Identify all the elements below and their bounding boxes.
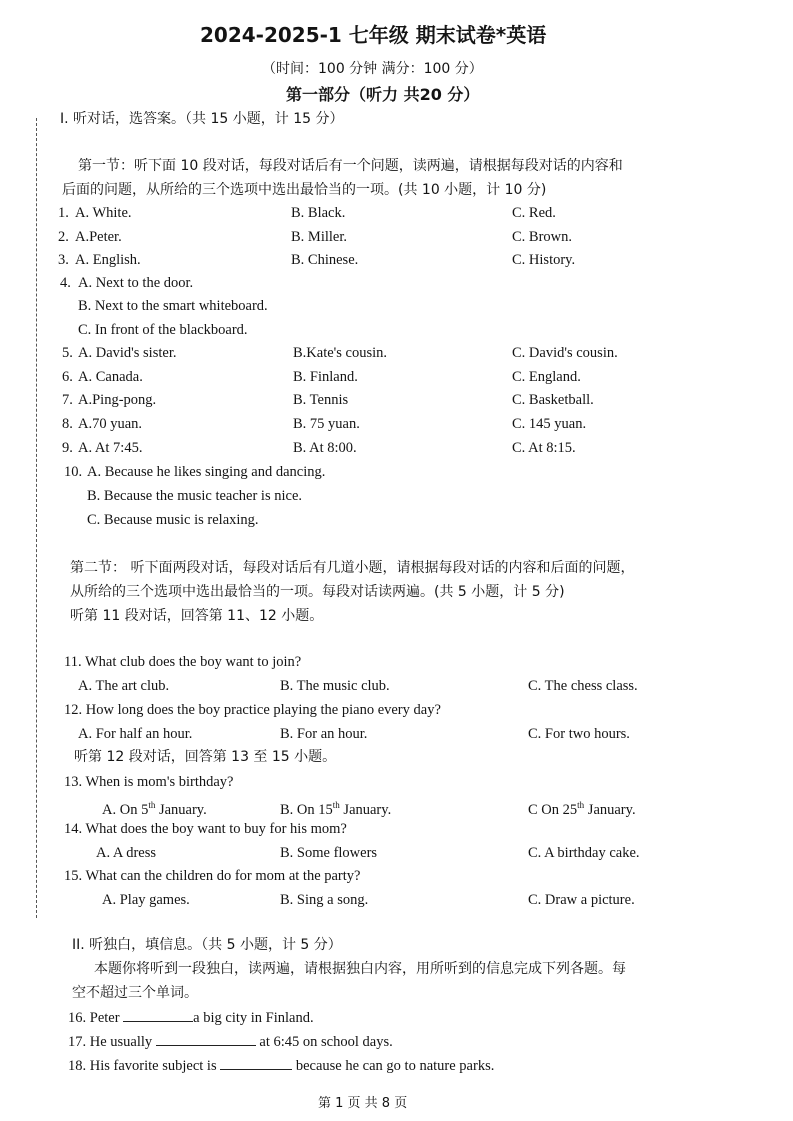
option-a-prefix: A. On 5: [102, 801, 149, 818]
option-c-prefix: C On 25: [528, 801, 578, 818]
binding-line: [36, 118, 37, 918]
option-b-suffix: January.: [339, 801, 392, 818]
option-c: C. Basketball.: [512, 392, 594, 408]
option-b: B. Next to the smart whiteboard.: [78, 298, 268, 314]
option-c: C. History.: [512, 252, 576, 268]
subsection-two-instruction: 第二节： 听下面两段对话，每段对话后有几道小题，请根据每段对话的内容和后面的问题，: [70, 560, 635, 576]
option-c: C. Draw a picture.: [528, 892, 635, 908]
option-a: A. Play games.: [102, 892, 190, 908]
option-b: B. Tennis: [293, 392, 349, 408]
option-b-prefix: B. On 15: [280, 801, 333, 818]
option-a: A. The art club.: [78, 678, 170, 694]
option-a: A. A dress: [96, 845, 157, 861]
question-number: 9.: [62, 440, 73, 456]
option-a: A. David's sister.: [78, 345, 177, 361]
part-one-heading: 第一部分（听力 共20 分）: [286, 85, 480, 104]
question-number: 3.: [58, 252, 69, 268]
section-one-heading: I. 听对话，选答案。（共 15 小题，计 15 分）: [60, 111, 344, 127]
question-17-prefix: 17. He usually: [68, 1034, 153, 1050]
question-16-suffix: a big city in Finland.: [193, 1010, 314, 1026]
option-b: B. At 8:00.: [293, 440, 357, 456]
section-two-heading: II. 听独白，填信息。（共 5 小题，计 5 分）: [72, 937, 342, 953]
exam-subtitle: （时间：100 分钟 满分：100 分）: [262, 61, 483, 77]
option-c: C. For two hours.: [528, 726, 630, 742]
option-b: B. 75 yuan.: [293, 416, 360, 432]
option-a: A. White.: [75, 205, 132, 221]
question-stem: 12. How long does the boy practice playing the piano every day?: [64, 702, 441, 718]
question-number: 5.: [62, 345, 73, 361]
page-footer: 第 1 页 共 8 页: [318, 1096, 408, 1111]
option-a: A.Peter.: [75, 229, 122, 245]
question-16-prefix: 16. Peter: [68, 1010, 120, 1026]
question-number: 10.: [64, 464, 83, 480]
question-18-prefix: 18. His favorite subject is: [68, 1058, 217, 1074]
question-17: [68, 1031, 393, 1051]
option-b: B. Sing a song.: [280, 892, 369, 908]
option-a: A.Ping-pong.: [78, 392, 157, 408]
question-stem: 15. What can the children do for mom at the party?: [64, 868, 361, 884]
answer-blank-16[interactable]: [123, 1007, 193, 1022]
option-c: C. Red.: [512, 205, 556, 221]
option-c: C. England.: [512, 369, 581, 385]
option-a: A. English.: [75, 252, 141, 268]
question-number: 8.: [62, 416, 73, 432]
option-b: B. The music club.: [280, 678, 390, 694]
option-b: B. Because the music teacher is nice.: [87, 488, 303, 504]
ordinal-suffix: th: [577, 800, 585, 810]
option-c: C. A birthday cake.: [528, 845, 640, 861]
option-b: B. For an hour.: [280, 726, 368, 742]
question-number: 1.: [58, 205, 69, 221]
option-c: C. At 8:15.: [512, 440, 576, 456]
question-number: 6.: [62, 369, 73, 385]
subsection-one-instruction: 第一节：听下面 10 段对话，每段对话后有一个问题，读两遍，请根据每段对话的内容和: [78, 158, 623, 174]
subsection-two-instruction-2: 从所给的三个选项中选出最恰当的一项。每段对话读两遍。(共 5 小题，计 5 分): [70, 584, 565, 600]
option-a: A. At 7:45.: [78, 440, 143, 456]
ordinal-suffix: th: [148, 800, 156, 810]
question-18-suffix: because he can go to nature parks.: [295, 1058, 495, 1074]
section-two-intro: 本题你将听到一段独白，读两遍，请根据独白内容，用所听到的信息完成下列各题。每: [94, 961, 626, 977]
option-a-suffix: January.: [155, 801, 207, 818]
option-c: C. Because music is relaxing.: [87, 512, 259, 528]
option-b: B. Chinese.: [291, 252, 359, 268]
answer-blank-17[interactable]: [156, 1031, 256, 1046]
dialogue-12-note: 听第 12 段对话，回答第 13 至 15 小题。: [74, 749, 337, 765]
option-c: C. David's cousin.: [512, 345, 618, 361]
question-number: 2.: [58, 229, 69, 245]
dialogue-11-note: 听第 11 段对话，回答第 11、12 小题。: [70, 608, 324, 624]
option-c: [528, 796, 636, 819]
option-a: A. Canada.: [78, 369, 143, 385]
exam-title: 2024-2025-1 七年级 期末试卷*英语: [200, 23, 547, 47]
option-c: C. Brown.: [512, 229, 573, 245]
option-b: B. Finland.: [293, 369, 358, 385]
subsection-one-instruction-2: 后面的问题，从所给的三个选项中选出最恰当的一项。(共 10 小题，计 10 分): [62, 182, 547, 198]
option-c: C. The chess class.: [528, 678, 638, 694]
option-c-suffix: January.: [584, 801, 636, 818]
question-number: 7.: [62, 392, 73, 408]
option-b: B. Black.: [291, 205, 346, 221]
option-a: A. Because he likes singing and dancing.: [87, 464, 326, 480]
option-b: [280, 796, 391, 819]
question-stem: 14. What does the boy want to buy for his mom?: [64, 821, 347, 837]
answer-blank-18[interactable]: [220, 1055, 292, 1070]
option-a: A.70 yuan.: [78, 416, 143, 432]
question-18: [68, 1055, 494, 1075]
option-c: C. 145 yuan.: [512, 416, 587, 432]
question-17-suffix: at 6:45 on school days.: [259, 1034, 393, 1050]
question-number: 4.: [60, 275, 71, 291]
question-16: [68, 1007, 314, 1027]
ordinal-suffix: th: [332, 800, 340, 810]
section-two-intro-2: 空不超过三个单词。: [72, 985, 198, 1001]
option-b: B.Kate's cousin.: [293, 345, 388, 361]
option-a: A. Next to the door.: [78, 275, 194, 291]
option-b: B. Some flowers: [280, 845, 378, 861]
option-a: A. For half an hour.: [78, 726, 193, 742]
option-b: B. Miller.: [291, 229, 347, 245]
option-a: [102, 796, 207, 819]
question-stem: 11. What club does the boy want to join?: [64, 654, 302, 670]
option-c: C. In front of the blackboard.: [78, 322, 248, 338]
question-stem: 13. When is mom's birthday?: [64, 774, 234, 790]
